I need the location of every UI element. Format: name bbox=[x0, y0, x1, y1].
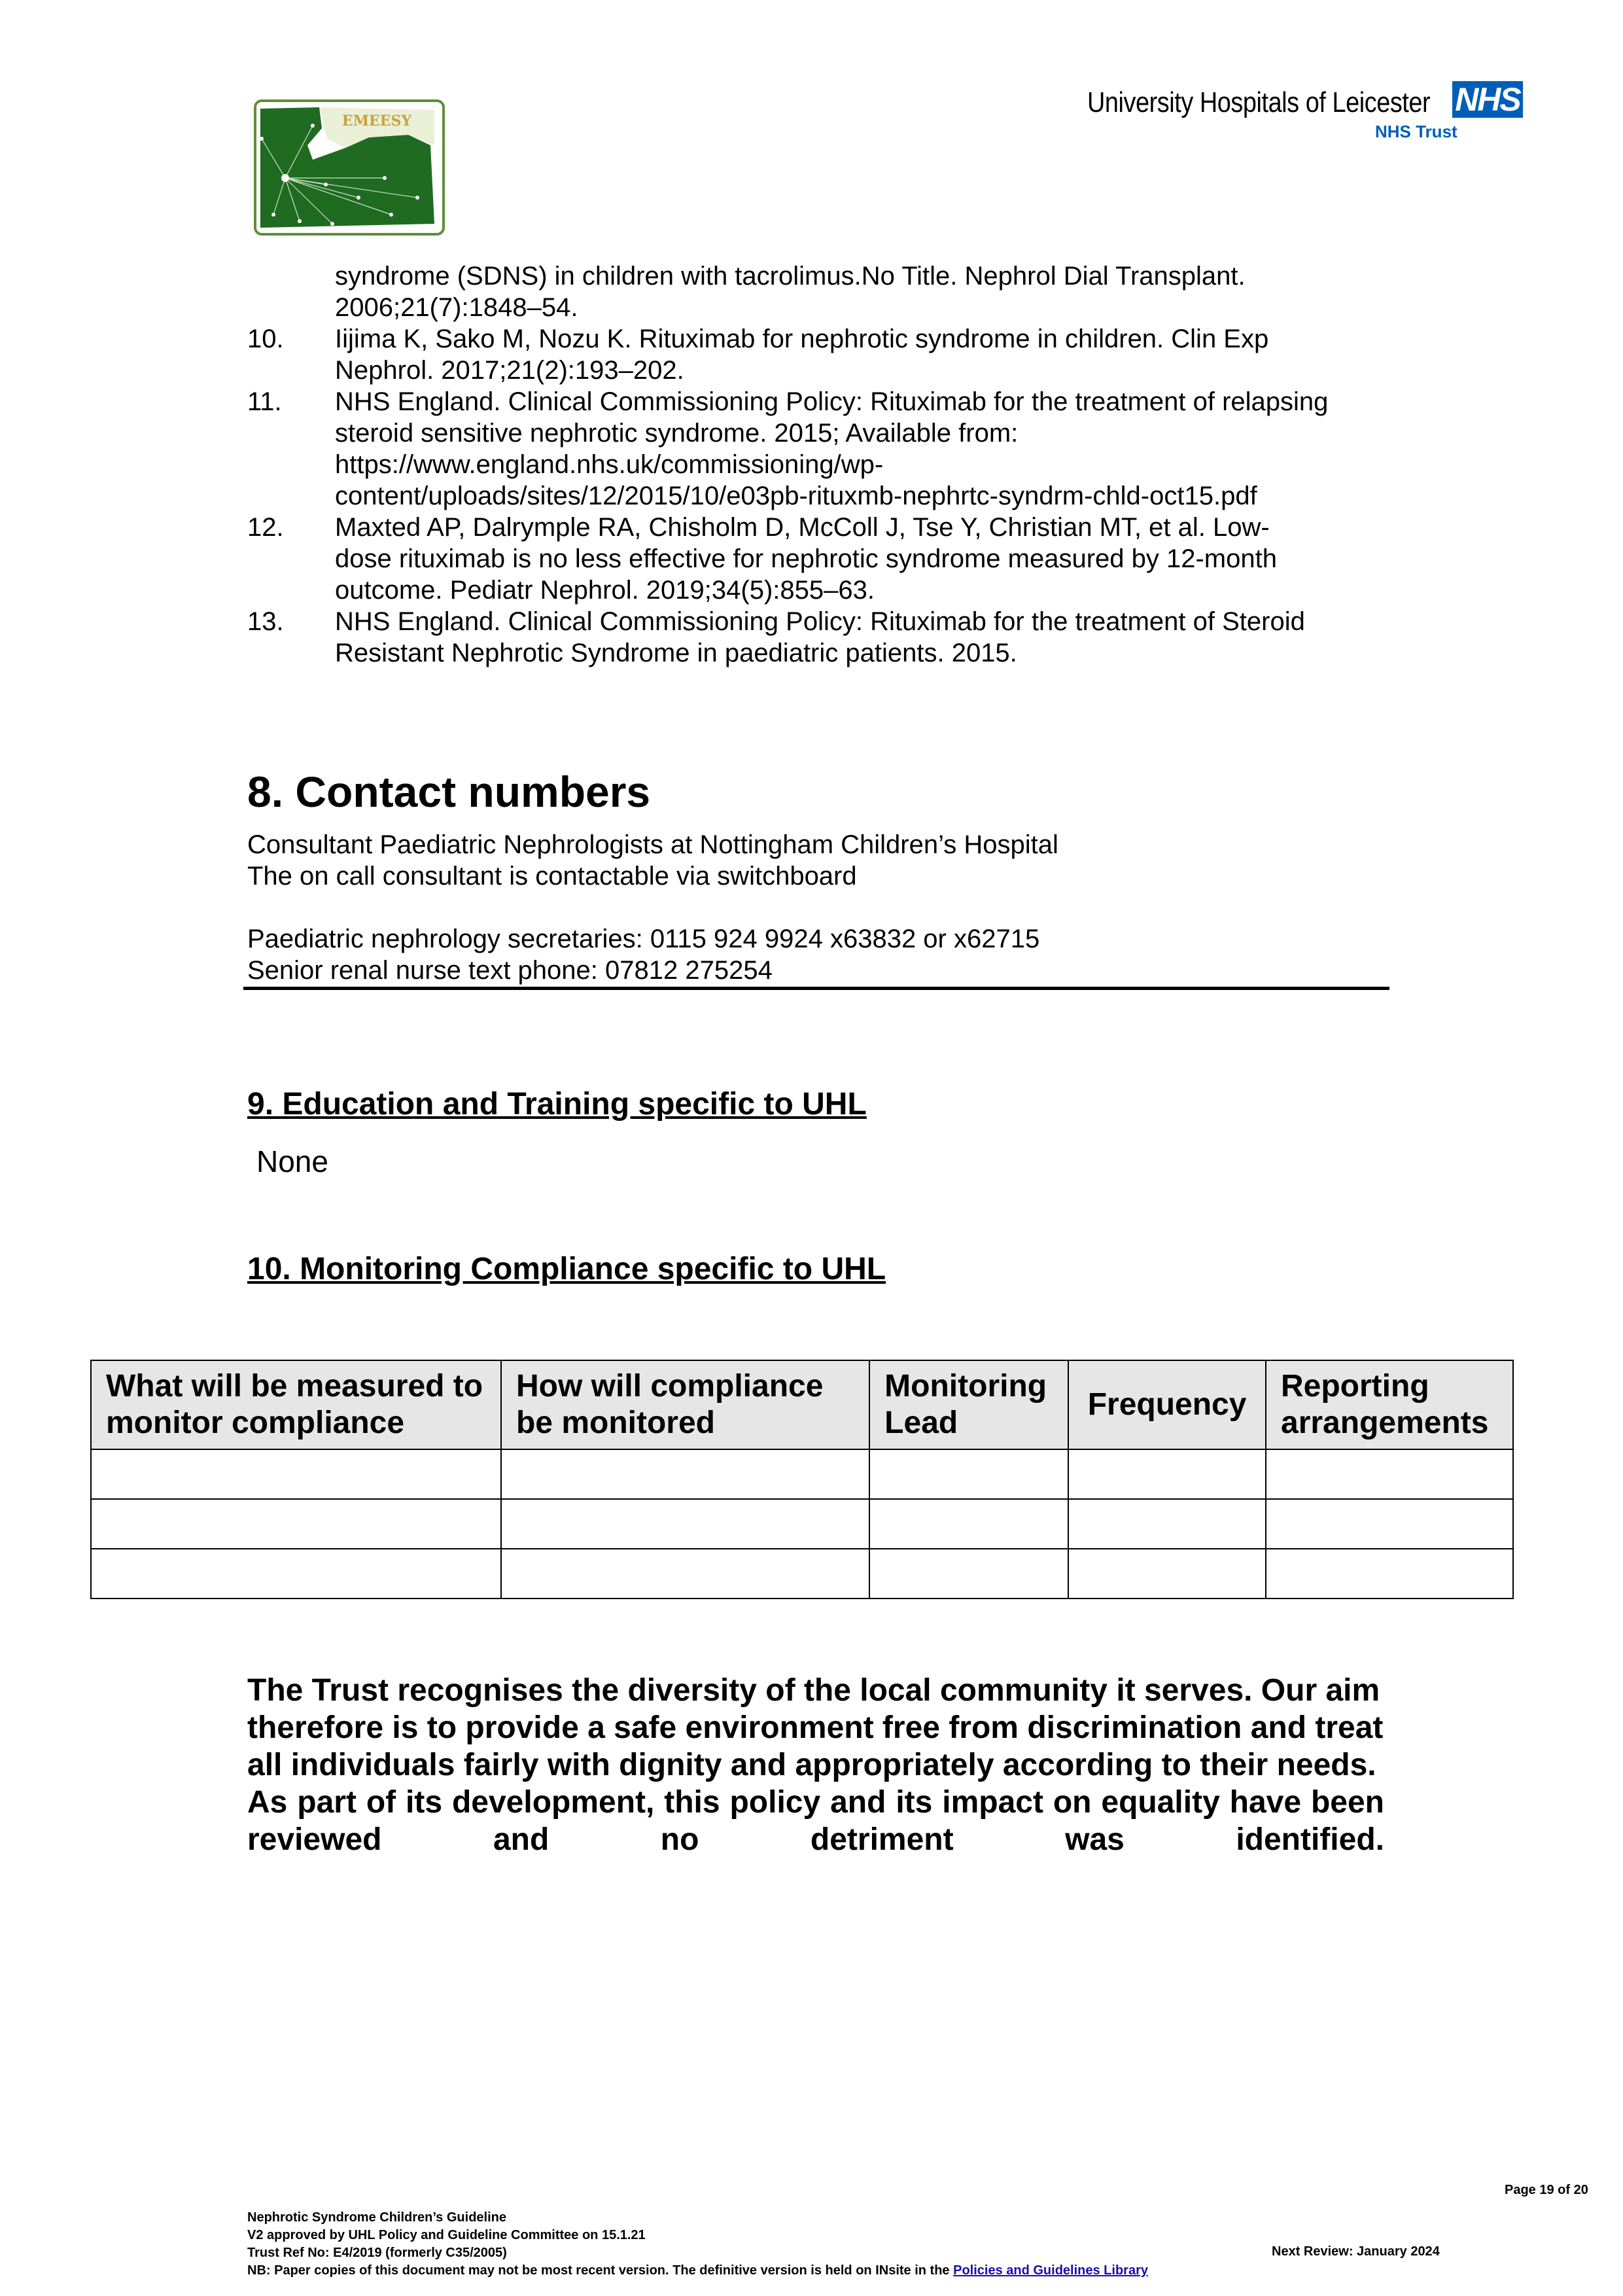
reference-item bbox=[247, 512, 1399, 606]
reference-line: NHS England. Clinical Commissioning Policy: Rituximab for the treatment of relapsing bbox=[335, 387, 1329, 416]
equality-paragraph: The Trust recognises the diversity of the local community it serves. Our aim therefore is to provide a safe environment free from discrimination and treat all individuals fairly with dignity and appropriately according to their needs. bbox=[247, 1673, 1384, 1782]
table-cell bbox=[1266, 1499, 1513, 1549]
policies-library-link[interactable]: Policies and Guidelines Library bbox=[953, 2263, 1148, 2278]
reference-line: syndrome (SDNS) in children with tacrolimus.No Title. Nephrol Dial Transplant. bbox=[335, 262, 1246, 291]
column-header: What will be measured to monitor compliance bbox=[91, 1360, 501, 1449]
reference-line: https://www.england.nhs.uk/commissioning/wp- bbox=[335, 450, 884, 479]
monitoring-heading: 10. Monitoring Compliance specific to UHL bbox=[247, 1252, 886, 1286]
education-heading: 9. Education and Training specific to UHL bbox=[247, 1087, 867, 1122]
reference-line: 2006;21(7):1848–54. bbox=[335, 293, 578, 322]
reference-item bbox=[247, 386, 1399, 512]
table-header-row bbox=[91, 1360, 1513, 1449]
contact-line: Paediatric nephrology secretaries: 0115 924 9924 x63832 or x62715 bbox=[247, 925, 1040, 953]
footer-note-text: NB: Paper copies of this document may not be most recent version. The definitive version is held on INsite in the bbox=[247, 2263, 954, 2278]
organisation-name: University Hospitals of Leicester bbox=[1087, 86, 1431, 118]
logo-text: EMEESY bbox=[341, 113, 412, 130]
reference-number: 12. bbox=[247, 513, 284, 542]
table-cell bbox=[1266, 1549, 1513, 1598]
reference-item bbox=[247, 260, 1399, 323]
contact-heading: 8. Contact numbers bbox=[247, 768, 651, 816]
reference-line: Nephrol. 2017;21(2):193–202. bbox=[335, 356, 684, 385]
blank-line bbox=[247, 892, 1399, 923]
reference-item bbox=[247, 323, 1399, 386]
table-cell bbox=[91, 1499, 501, 1549]
nhs-logo-badge: NHS bbox=[1452, 81, 1523, 118]
nhs-trust-label: NHS Trust bbox=[1375, 122, 1457, 141]
column-header: Reporting arrangements bbox=[1266, 1360, 1513, 1449]
page-number: Page 19 of 20 bbox=[1505, 2183, 1588, 2197]
table-row bbox=[91, 1499, 1513, 1549]
table-cell bbox=[91, 1549, 501, 1598]
reference-number: 13. bbox=[247, 607, 284, 636]
reference-line: NHS England. Clinical Commissioning Policy: Rituximab for the treatment of Steroid bbox=[335, 607, 1305, 636]
column-header: How will compliance be monitored bbox=[501, 1360, 869, 1449]
reference-item bbox=[247, 606, 1399, 669]
column-header: Monitoring Lead bbox=[869, 1360, 1068, 1449]
column-header: Frequency bbox=[1068, 1360, 1266, 1449]
table-cell bbox=[501, 1499, 869, 1549]
reference-line: Resistant Nephrotic Syndrome in paediatric patients. 2015. bbox=[335, 639, 1017, 667]
contact-line: The on call consultant is contactable via switchboard bbox=[247, 862, 857, 891]
table-row bbox=[91, 1549, 1513, 1598]
table-cell bbox=[1068, 1499, 1266, 1549]
reference-line: steroid sensitive nephrotic syndrome. 2015; Available from: bbox=[335, 419, 1019, 448]
reference-line: outcome. Pediatr Nephrol. 2019;34(5):855–63. bbox=[335, 576, 875, 605]
emeesy-logo bbox=[254, 99, 445, 236]
table-cell bbox=[501, 1449, 869, 1499]
section-divider bbox=[243, 987, 1389, 990]
footer-trust-ref: Trust Ref No: E4/2019 (formerly C35/2005) bbox=[247, 2246, 507, 2260]
table-cell bbox=[1068, 1549, 1266, 1598]
reference-line: Iijima K, Sako M, Nozu K. Rituximab for nephrotic syndrome in children. Clin Exp bbox=[335, 325, 1269, 353]
contact-line: Consultant Paediatric Nephrologists at Nottingham Children’s Hospital bbox=[247, 830, 1058, 859]
table-row bbox=[91, 1449, 1513, 1499]
contact-details bbox=[247, 829, 1399, 986]
table-cell bbox=[869, 1449, 1068, 1499]
reference-number: 10. bbox=[247, 325, 284, 353]
footer-title: Nephrotic Syndrome Children’s Guideline bbox=[247, 2210, 506, 2225]
monitoring-table bbox=[90, 1360, 1514, 1599]
table-cell bbox=[1266, 1449, 1513, 1499]
equality-paragraph: As part of its development, this policy and its impact on equality have been reviewed and no detriment was identified. bbox=[247, 1785, 1384, 1857]
table-cell bbox=[869, 1499, 1068, 1549]
footer-approval: V2 approved by UHL Policy and Guideline Committee on 15.1.21 bbox=[247, 2228, 646, 2242]
reference-line: Maxted AP, Dalrymple RA, Chisholm D, McColl J, Tse Y, Christian MT, et al. Low- bbox=[335, 513, 1270, 542]
table-cell bbox=[1068, 1449, 1266, 1499]
table-cell bbox=[91, 1449, 501, 1499]
reference-list bbox=[247, 260, 1399, 669]
footer-note bbox=[247, 2262, 1490, 2280]
table-cell bbox=[869, 1549, 1068, 1598]
contact-line: Senior renal nurse text phone: 07812 275254 bbox=[247, 956, 773, 985]
education-body: None bbox=[256, 1144, 328, 1178]
reference-number: 11. bbox=[247, 387, 282, 416]
table-cell bbox=[501, 1549, 869, 1598]
reference-line: content/uploads/sites/12/2015/10/e03pb-rituxmb-nephrtc-syndrm-chld-oct15.pdf bbox=[335, 482, 1257, 510]
equality-statement bbox=[247, 1672, 1384, 1858]
next-review-date: Next Review: January 2024 bbox=[1272, 2244, 1440, 2259]
reference-line: dose rituximab is no less effective for nephrotic syndrome measured by 12-month bbox=[335, 544, 1277, 573]
